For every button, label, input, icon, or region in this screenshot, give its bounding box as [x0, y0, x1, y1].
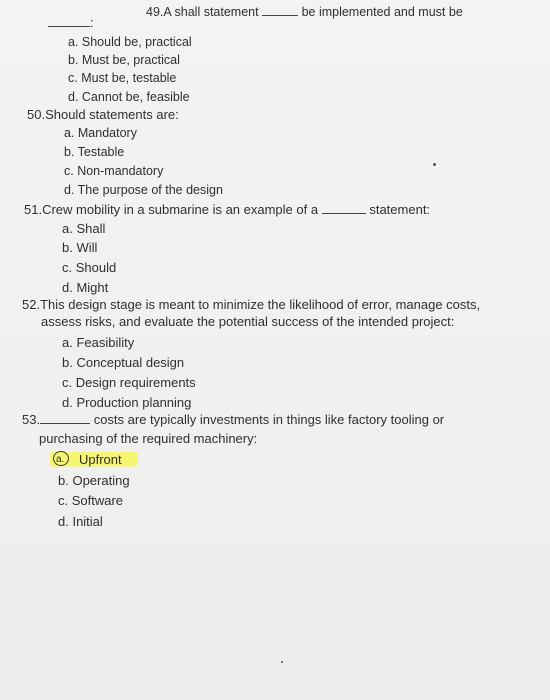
q51-stem — [24, 202, 430, 217]
q52-stem-line1: 52.This design stage is meant to minimize the likelihood of error, manage costs, — [22, 297, 481, 312]
q53-stem-line1 — [22, 412, 444, 427]
q53-option-b: b. Operating — [58, 473, 130, 488]
q49-text-b: be implemented and must be — [301, 5, 463, 19]
q53-option-a-marker: a. — [56, 454, 65, 465]
q49-trailing: : — [90, 16, 94, 30]
q52-option-d: d. Production planning — [62, 395, 192, 410]
q49-option-a: a. Should be, practical — [68, 35, 192, 49]
q49-blank — [262, 5, 298, 16]
q51-option-a: a. Shall — [62, 221, 106, 236]
q50-option-d: d. The purpose of the design — [64, 183, 223, 197]
q49-option-b: b. Must be, practical — [68, 53, 180, 67]
q50-option-c: c. Non-mandatory — [64, 164, 164, 178]
q53-option-a: Upfront — [79, 452, 122, 467]
q52-option-a: a. Feasibility — [62, 335, 135, 350]
q52-option-b: b. Conceptual design — [62, 355, 185, 370]
q51-blank — [322, 203, 366, 214]
q49-number: 49. — [146, 5, 164, 19]
q50-stem: 50.Should statements are: — [27, 107, 179, 122]
q51-text-a: 51.Crew mobility in a submarine is an example of a — [24, 202, 319, 217]
q49-continuation — [48, 16, 93, 31]
q50-option-b: b. Testable — [64, 145, 125, 159]
q49-blank-2 — [48, 16, 90, 27]
q51-option-c: c. Should — [62, 260, 117, 275]
q49-option-d: d. Cannot be, feasible — [68, 90, 190, 104]
q52-stem-line2: assess risks, and evaluate the potential success of the intended project: — [41, 314, 455, 329]
q53-blank — [40, 413, 90, 424]
q51-option-b: b. Will — [62, 240, 98, 255]
q53-option-c: c. Software — [58, 493, 124, 508]
paper-speck — [281, 661, 283, 663]
q53-stem-line2: purchasing of the required machinery: — [39, 431, 258, 446]
q49-stem — [146, 5, 463, 20]
q49-option-c: c. Must be, testable — [68, 71, 177, 85]
q53-number: 53. — [22, 412, 41, 427]
q52-option-c: c. Design requirements — [62, 375, 196, 390]
q53-option-d: d. Initial — [58, 514, 103, 529]
paper-speck — [433, 163, 436, 166]
q53-text: costs are typically investments in things like factory tooling or — [93, 412, 445, 427]
q51-option-d: d. Might — [62, 280, 109, 295]
q50-option-a: a. Mandatory — [64, 126, 137, 140]
q49-text-a: A shall statement — [163, 5, 259, 19]
q51-text-b: statement: — [369, 202, 431, 217]
